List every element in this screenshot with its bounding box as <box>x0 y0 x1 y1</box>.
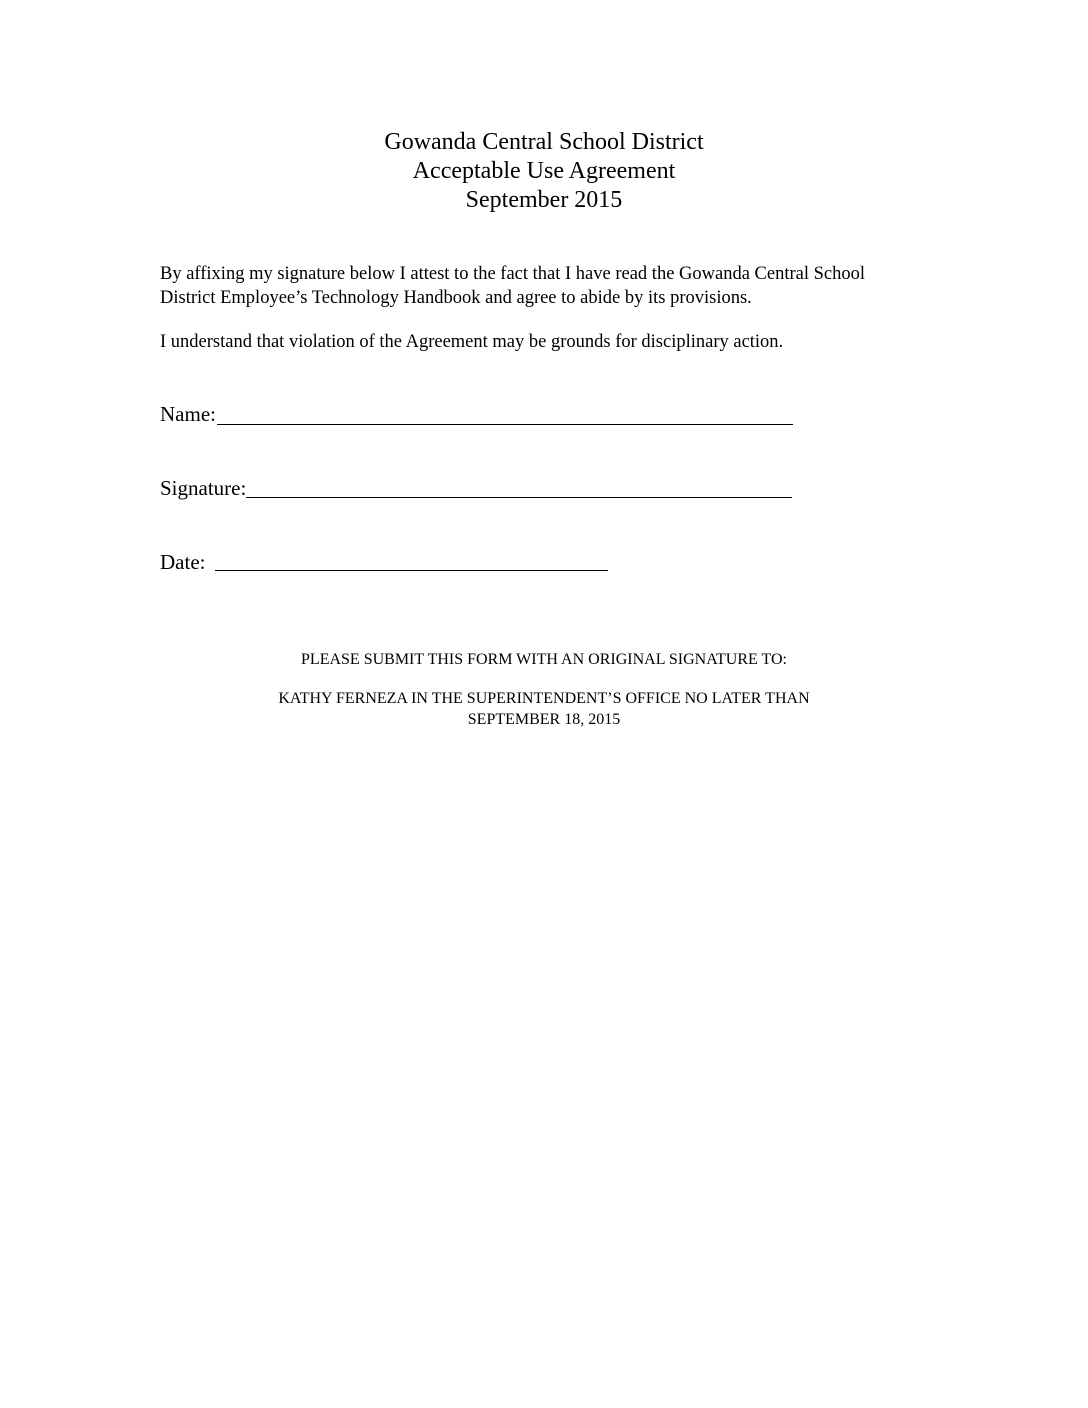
signature-label: Signature: <box>160 476 247 500</box>
name-field <box>160 401 216 427</box>
violation-paragraph: I understand that violation of the Agreement may be grounds for disciplinary action. <box>160 332 784 352</box>
signature-blank-line <box>246 497 792 498</box>
date-label: Date: <box>160 550 206 574</box>
date-blank-line <box>215 570 608 571</box>
district-name: Gowanda Central School District <box>384 129 704 155</box>
name-blank-line <box>217 424 793 425</box>
deadline-line: SEPTEMBER 18, 2015 <box>467 711 621 728</box>
document-header <box>0 128 1088 215</box>
submit-instruction-line: PLEASE SUBMIT THIS FORM WITH AN ORIGINAL SIGNATURE TO: <box>301 651 787 668</box>
date-field <box>160 549 205 575</box>
document-title: Acceptable Use Agreement <box>412 158 676 184</box>
recipient-line: KATHY FERNEZA IN THE SUPERINTENDENT’S OFFICE NO LATER THAN <box>278 690 810 707</box>
signature-field <box>160 475 246 501</box>
document-date: September 2015 <box>465 187 623 213</box>
submission-recipient <box>0 688 1088 730</box>
submit-instructions <box>0 649 1088 670</box>
attestation-paragraph: By affixing my signature below I attest to the fact that I have read the Gowanda Central School District Employee’s Technology Handbook and agree to abide by its provisions. <box>160 264 866 308</box>
name-label: Name: <box>160 402 216 426</box>
